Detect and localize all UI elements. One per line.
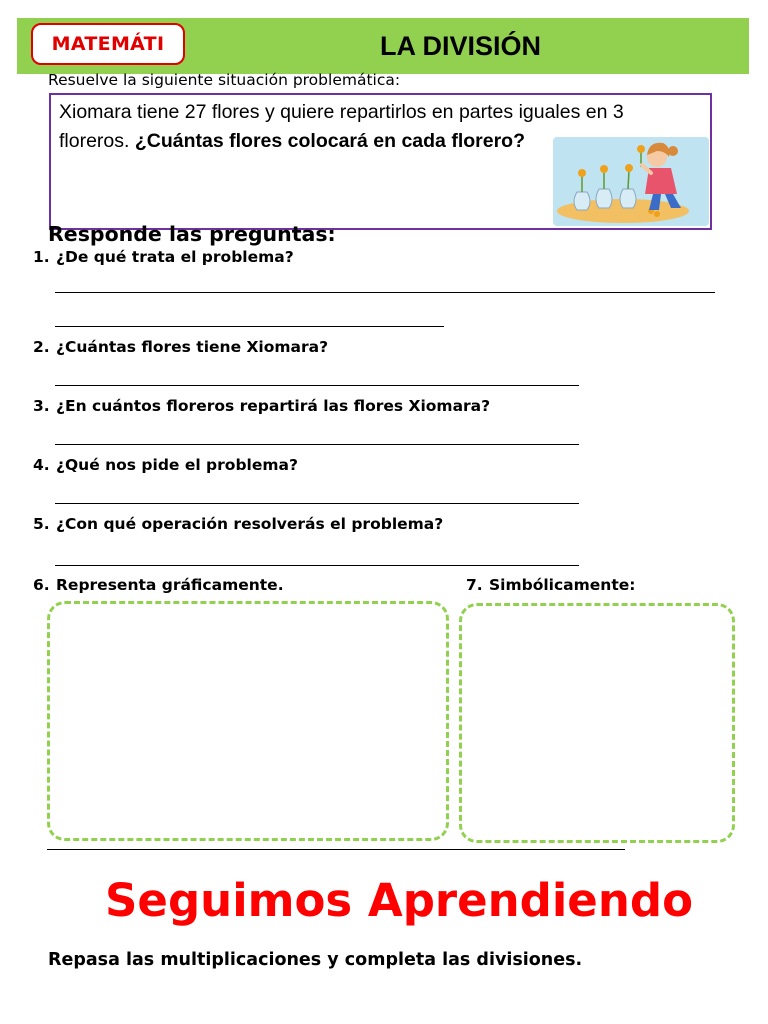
task-instruction: Repasa las multiplicaciones y completa las divisiones. <box>48 950 583 970</box>
question-text: ¿Cuántas flores tiene Xiomara? <box>56 338 329 356</box>
problem-text: Xiomara tiene 27 flores y quiere repartirlos en partes iguales en 3 floreros. <box>59 101 624 152</box>
question-text: Simbólicamente: <box>489 576 636 594</box>
answer-line-2[interactable] <box>55 385 579 386</box>
answer-line-5[interactable] <box>55 565 579 566</box>
subject-badge: MATEMÁTI <box>31 23 185 65</box>
question-6 <box>33 576 284 594</box>
question-number: 4. <box>33 456 50 474</box>
problem-question: ¿Cuántas flores colocará en cada florero? <box>134 130 525 152</box>
slogan-heading: Seguimos Aprendiendo <box>105 874 693 927</box>
question-5 <box>33 515 443 533</box>
question-number: 1. <box>33 248 50 266</box>
question-number: 3. <box>33 397 50 415</box>
question-2 <box>33 338 328 356</box>
question-4 <box>33 456 298 474</box>
answer-line-1b[interactable] <box>55 326 444 327</box>
question-text: ¿De qué trata el problema? <box>56 248 294 266</box>
question-number: 2. <box>33 338 50 356</box>
instruction-text: Resuelve la siguiente situación problemática: <box>48 71 401 89</box>
question-text: ¿En cuántos floreros repartirá las flores Xiomara? <box>56 397 491 415</box>
graphic-answer-box[interactable] <box>47 601 449 841</box>
question-7 <box>466 576 635 594</box>
question-1 <box>33 248 294 266</box>
question-text: ¿Qué nos pide el problema? <box>56 456 298 474</box>
question-text: ¿Con qué operación resolverás el problema? <box>56 515 444 533</box>
bottom-answer-line[interactable] <box>47 849 625 850</box>
page-title: LA DIVISIÓN <box>380 31 542 61</box>
question-number: 5. <box>33 515 50 533</box>
question-text: Representa gráficamente. <box>56 576 284 594</box>
question-number: 7. <box>466 576 483 594</box>
question-number: 6. <box>33 576 50 594</box>
symbolic-answer-box[interactable] <box>459 603 735 843</box>
answer-heading: Responde las preguntas: <box>48 222 336 246</box>
answer-line-4[interactable] <box>55 503 579 504</box>
answer-line-1a[interactable] <box>55 292 715 293</box>
answer-line-3[interactable] <box>55 444 579 445</box>
question-3 <box>33 397 490 415</box>
girl-with-vases-illustration <box>553 137 709 226</box>
